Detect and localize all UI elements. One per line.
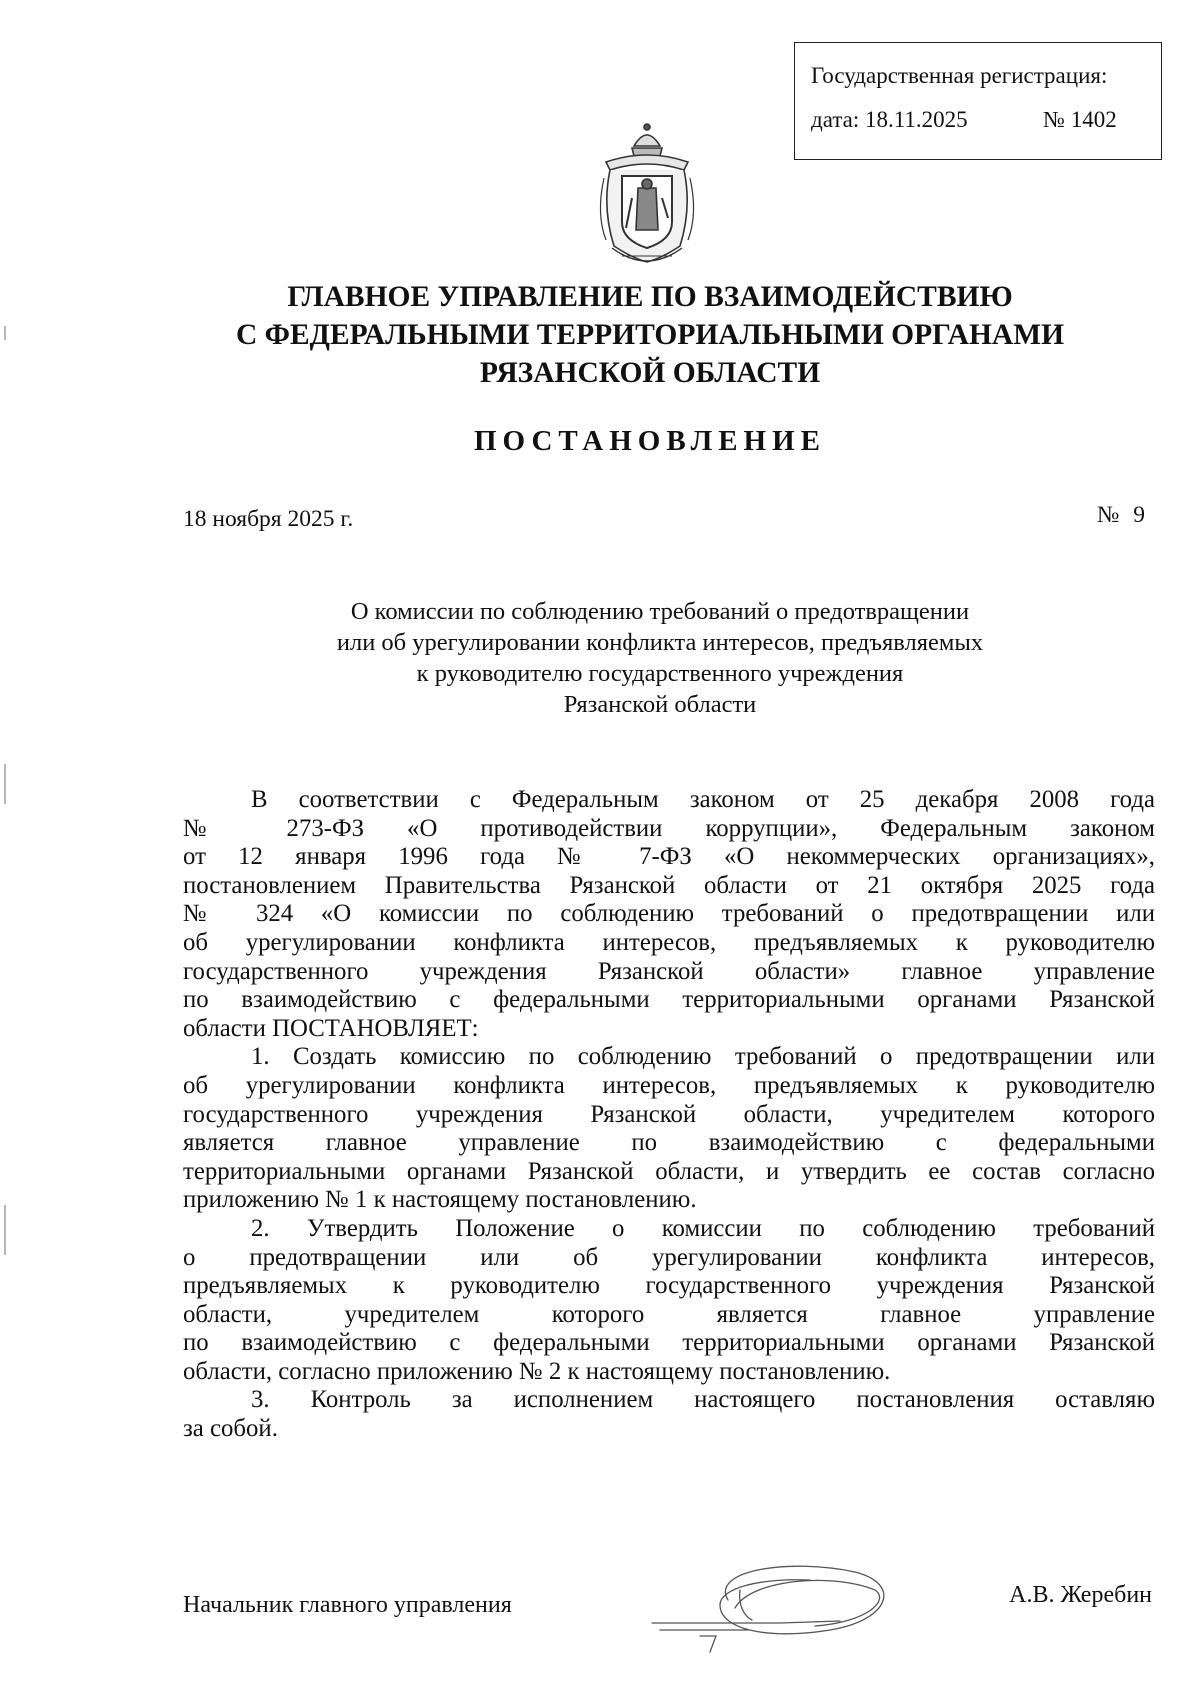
number-sign: № bbox=[1096, 502, 1120, 528]
text-line: 1. Создать комиссию по соблюдению требований о предотвращении или bbox=[251, 1043, 1155, 1071]
registration-date: дата: 18.11.2025 bbox=[811, 107, 968, 132]
text-line: о предотвращении или об урегулировании конфликта интересов, bbox=[183, 1243, 1155, 1271]
text-line: от 12 января 1996 года № 7-ФЗ «О некоммерческих организациях», bbox=[183, 843, 1155, 871]
handwritten-signature-icon bbox=[640, 1550, 910, 1660]
text-line: области ПОСТАНОВЛЯЕТ: bbox=[183, 1014, 479, 1042]
clause-2-paragraph bbox=[183, 1215, 1155, 1387]
text-line: государственного учреждения Рязанской области, учредителем которого bbox=[183, 1100, 1155, 1128]
signatory-position: Начальник главного управления bbox=[183, 1592, 512, 1618]
scan-edge-mark bbox=[4, 764, 6, 804]
text-line: государственного учреждения Рязанской области» главное управление bbox=[183, 957, 1155, 985]
clause-1-paragraph bbox=[183, 1043, 1155, 1215]
organization-title-line: ГЛАВНОЕ УПРАВЛЕНИЕ ПО ВЗАИМОДЕЙСТВИЮ bbox=[287, 281, 1013, 313]
clause-3-paragraph bbox=[183, 1386, 1155, 1443]
organization-title-line: РЯЗАНСКОЙ ОБЛАСТИ bbox=[479, 357, 821, 389]
preamble-paragraph bbox=[183, 786, 1155, 1043]
signatory-name: А.В. Жеребин bbox=[1009, 1582, 1152, 1608]
text-line: по взаимодействию с федеральными территориальными органами Рязанской bbox=[183, 1329, 1155, 1357]
subject-line: Рязанской области bbox=[563, 691, 757, 718]
organization-title bbox=[150, 278, 1150, 392]
text-line: является главное управление по взаимодействию с федеральными bbox=[183, 1129, 1155, 1157]
registration-number: № 1402 bbox=[1043, 107, 1117, 132]
text-line: 3. Контроль за исполнением настоящего постановления оставляю bbox=[251, 1386, 1155, 1414]
text-line: В соответствии с Федеральным законом от 25 декабря 2008 года bbox=[251, 786, 1155, 813]
document-number bbox=[1097, 502, 1145, 529]
document-subject bbox=[220, 596, 1100, 720]
text-line: приложению № 1 к настоящему постановлению. bbox=[183, 1186, 697, 1214]
registration-stamp bbox=[794, 42, 1162, 160]
text-line: об урегулировании конфликта интересов, предъявляемых к руководителю bbox=[183, 928, 1155, 956]
subject-line: О комиссии по соблюдению требований о предотвращении bbox=[350, 598, 970, 625]
scan-edge-mark bbox=[4, 326, 6, 340]
text-line: № 273-ФЗ «О противодействии коррупции», Федеральным законом bbox=[183, 814, 1155, 842]
organization-title-line: С ФЕДЕРАЛЬНЫМИ ТЕРРИТОРИАЛЬНЫМИ ОРГАНАМИ bbox=[235, 319, 1065, 351]
text-line: области, учредителем которого является главное управление bbox=[183, 1300, 1155, 1328]
text-line: области, согласно приложению № 2 к настоящему постановлению. bbox=[183, 1357, 891, 1385]
subject-line: к руководителю государственного учреждения bbox=[416, 660, 904, 687]
text-line: территориальными органами Рязанской области, и утвердить ее состав согласно bbox=[183, 1157, 1155, 1185]
document-date: 18 ноября 2025 г. bbox=[183, 506, 354, 532]
number-value: 9 bbox=[1133, 502, 1145, 528]
document-type: ПОСТАНОВЛЕНИЕ bbox=[473, 425, 826, 457]
text-line: об урегулировании конфликта интересов, предъявляемых к руководителю bbox=[183, 1071, 1155, 1099]
subject-line: или об урегулировании конфликта интересов, предъявляемых bbox=[336, 629, 984, 656]
text-line: предъявляемых к руководителю государственного учреждения Рязанской bbox=[183, 1272, 1155, 1300]
text-line: постановлением Правительства Рязанской области от 21 октября 2025 года bbox=[183, 871, 1155, 899]
document-body bbox=[183, 786, 1155, 1444]
scan-edge-mark bbox=[4, 1205, 6, 1255]
text-line: по взаимодействию с федеральными территориальными органами Рязанской bbox=[183, 986, 1155, 1014]
text-line: № 324 «О комиссии по соблюдению требований о предотвращении или bbox=[183, 900, 1155, 928]
coat-of-arms-icon bbox=[592, 118, 702, 272]
text-line: 2. Утвердить Положение о комиссии по соблюдению требований bbox=[251, 1214, 1155, 1242]
text-line: за собой. bbox=[183, 1415, 278, 1443]
registration-title: Государственная регистрация: bbox=[811, 63, 1108, 88]
